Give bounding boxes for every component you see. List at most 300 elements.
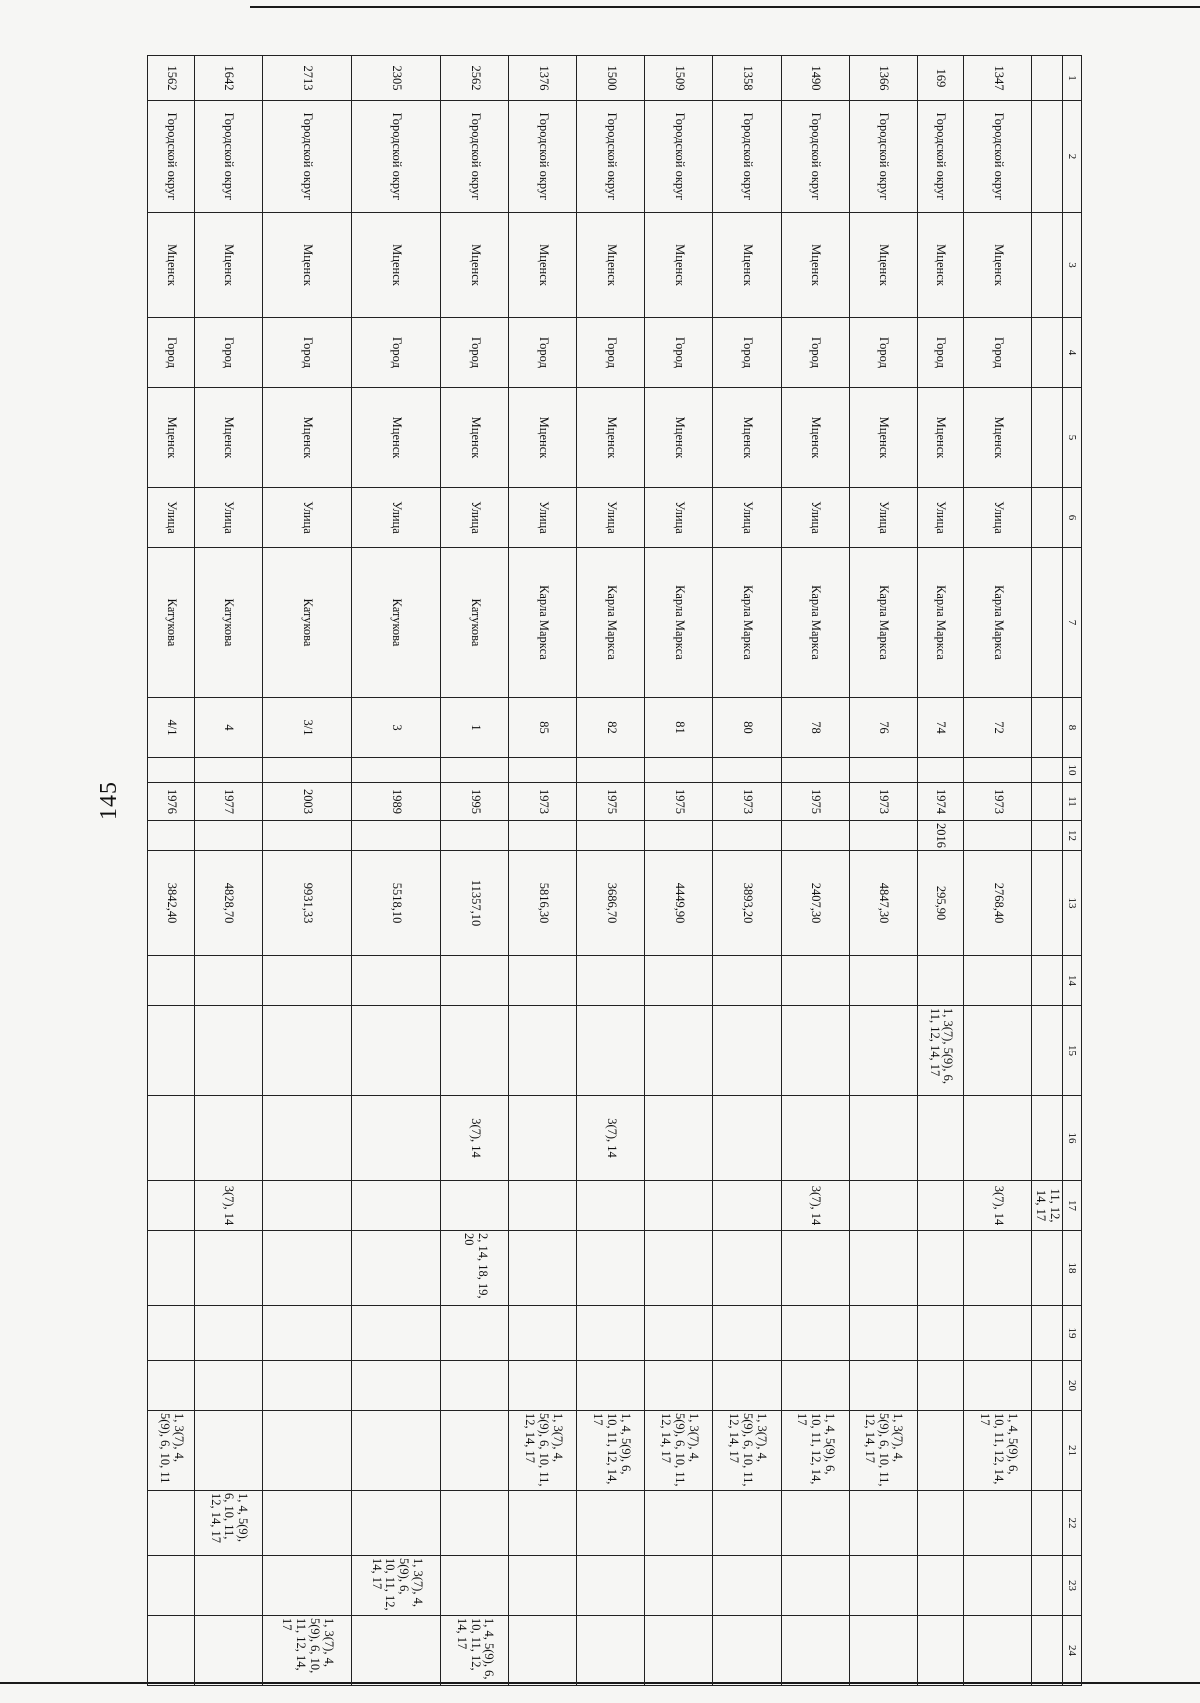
cell-c17: [148, 1181, 195, 1231]
cell-c10: [577, 758, 645, 783]
cell-c21: 1, 3(7), 4, 5(9), 6, 10, 11, 12, 14, 17: [713, 1411, 781, 1491]
cell-c16: [964, 1096, 1032, 1181]
cell-c14: [148, 956, 195, 1006]
cell-c3: Мценск: [509, 213, 577, 318]
cell-c23: [194, 1556, 262, 1616]
cell-c13: 11357,10: [441, 851, 509, 956]
cell-c2: Городской округ: [263, 101, 352, 213]
cell-c23: [645, 1556, 713, 1616]
cell-c21: 1, 4, 5(9), 6, 10, 11, 12, 14, 17: [964, 1411, 1032, 1491]
cell-c4: Город: [713, 318, 781, 388]
cell-c2: Городской округ: [509, 101, 577, 213]
cell-c4: Город: [781, 318, 849, 388]
table-row: [441, 56, 509, 1686]
cell-c8: 82: [577, 698, 645, 758]
cell-c3: Мценск: [917, 213, 964, 318]
cell-c19: [645, 1306, 713, 1361]
cell-c21: [194, 1411, 262, 1491]
cell-c13: 3842,40: [148, 851, 195, 956]
column-number-3: 3: [1063, 213, 1082, 318]
carryover-cell-c12: [1032, 821, 1063, 851]
cell-c4: Город: [441, 318, 509, 388]
cell-c12: [509, 821, 577, 851]
column-number-4: 4: [1063, 318, 1082, 388]
cell-c7: Карла Маркса: [781, 548, 849, 698]
cell-c3: Мценск: [577, 213, 645, 318]
cell-c14: [263, 956, 352, 1006]
carryover-cell-c5: [1032, 388, 1063, 488]
cell-c8: 72: [964, 698, 1032, 758]
carryover-cell-c24: [1032, 1616, 1063, 1686]
column-number-2: 2: [1063, 101, 1082, 213]
cell-c11: 1973: [509, 783, 577, 821]
cell-c19: [352, 1306, 441, 1361]
cell-c20: [509, 1361, 577, 1411]
cell-c3: Мценск: [194, 213, 262, 318]
table-row: [194, 56, 262, 1686]
cell-c11: 1975: [781, 783, 849, 821]
cell-c22: [917, 1491, 964, 1556]
cell-c23: [917, 1556, 964, 1616]
column-number-1: 1: [1063, 56, 1082, 101]
cell-c21: 1, 4, 5(9), 6, 10, 11, 12, 14, 17: [577, 1411, 645, 1491]
cell-c5: Мценск: [509, 388, 577, 488]
cell-c5: Мценск: [352, 388, 441, 488]
cell-c7: Карла Маркса: [713, 548, 781, 698]
cell-c15: [964, 1006, 1032, 1096]
cell-c17: 3(7), 14: [194, 1181, 262, 1231]
cell-c4: Город: [352, 318, 441, 388]
cell-c7: Карла Маркса: [509, 548, 577, 698]
column-number-19: 19: [1063, 1306, 1082, 1361]
cell-c8: 3: [352, 698, 441, 758]
column-number-7: 7: [1063, 548, 1082, 698]
cell-c21: [917, 1411, 964, 1491]
cell-c17: [577, 1181, 645, 1231]
cell-c11: 2003: [263, 783, 352, 821]
cell-c18: [849, 1231, 917, 1306]
cell-c11: 1974: [917, 783, 964, 821]
cell-c1: 1366: [849, 56, 917, 101]
cell-c24: [917, 1616, 964, 1686]
cell-c4: Город: [509, 318, 577, 388]
cell-c8: 85: [509, 698, 577, 758]
cell-c3: Мценск: [148, 213, 195, 318]
cell-c18: [645, 1231, 713, 1306]
carryover-cell-c7: [1032, 548, 1063, 698]
cell-c20: [194, 1361, 262, 1411]
column-number-12: 12: [1063, 821, 1082, 851]
cell-c15: [713, 1006, 781, 1096]
cell-c3: Мценск: [781, 213, 849, 318]
cell-c7: Карла Маркса: [645, 548, 713, 698]
cell-c12: [441, 821, 509, 851]
cell-c19: [509, 1306, 577, 1361]
cell-c21: 1, 3(7), 4, 5(9), 6, 10, 11, 12, 14, 17: [645, 1411, 713, 1491]
cell-c11: 1973: [964, 783, 1032, 821]
cell-c13: 3893,20: [713, 851, 781, 956]
cell-c1: 1358: [713, 56, 781, 101]
cell-c18: [917, 1231, 964, 1306]
cell-c6: Улица: [964, 488, 1032, 548]
cell-c22: 1, 4, 5(9), 6, 10, 11, 12, 14, 17: [194, 1491, 262, 1556]
cell-c6: Улица: [509, 488, 577, 548]
cell-c4: Город: [148, 318, 195, 388]
cell-c4: Город: [263, 318, 352, 388]
cell-c20: [577, 1361, 645, 1411]
carryover-cell-c14: [1032, 956, 1063, 1006]
table-row: [849, 56, 917, 1686]
cell-c17: 3(7), 14: [964, 1181, 1032, 1231]
cell-c10: [849, 758, 917, 783]
cell-c6: Улица: [645, 488, 713, 548]
cell-c4: Город: [917, 318, 964, 388]
cell-c23: [964, 1556, 1032, 1616]
column-number-21: 21: [1063, 1411, 1082, 1491]
cell-c22: [577, 1491, 645, 1556]
table-row: [713, 56, 781, 1686]
table-row: [263, 56, 352, 1686]
column-number-8: 8: [1063, 698, 1082, 758]
cell-c11: 1977: [194, 783, 262, 821]
cell-c2: Городской округ: [781, 101, 849, 213]
cell-c19: [194, 1306, 262, 1361]
cell-c11: 1995: [441, 783, 509, 821]
cell-c3: Мценск: [964, 213, 1032, 318]
cell-c3: Мценск: [352, 213, 441, 318]
cell-c3: Мценск: [645, 213, 713, 318]
cell-c1: 2713: [263, 56, 352, 101]
cell-c14: [441, 956, 509, 1006]
table-row: [645, 56, 713, 1686]
cell-c5: Мценск: [194, 388, 262, 488]
cell-c5: Мценск: [849, 388, 917, 488]
cell-c23: [713, 1556, 781, 1616]
cell-c10: [441, 758, 509, 783]
cell-c10: [263, 758, 352, 783]
column-number-20: 20: [1063, 1361, 1082, 1411]
cell-c20: [964, 1361, 1032, 1411]
cell-c24: [352, 1616, 441, 1686]
column-number-6: 6: [1063, 488, 1082, 548]
cell-c22: [441, 1491, 509, 1556]
column-number-row: [1063, 56, 1082, 1686]
cell-c8: 4: [194, 698, 262, 758]
scan-edge-top: [250, 6, 1200, 8]
cell-c2: Городской округ: [713, 101, 781, 213]
cell-c4: Город: [964, 318, 1032, 388]
cell-c13: 4449,90: [645, 851, 713, 956]
cell-c1: 2305: [352, 56, 441, 101]
carryover-cell-c23: [1032, 1556, 1063, 1616]
cell-c14: [917, 956, 964, 1006]
cell-c24: 1, 4, 5(9), 6, 10, 11, 12, 14, 17: [441, 1616, 509, 1686]
cell-c7: Катукова: [263, 548, 352, 698]
cell-c18: [148, 1231, 195, 1306]
cell-c22: [352, 1491, 441, 1556]
cell-c17: 3(7), 14: [781, 1181, 849, 1231]
register-table: [147, 55, 1082, 1686]
cell-c17: [352, 1181, 441, 1231]
carryover-cell-c2: [1032, 101, 1063, 213]
column-number-22: 22: [1063, 1491, 1082, 1556]
cell-c21: [441, 1411, 509, 1491]
cell-c16: [509, 1096, 577, 1181]
page-number: 145: [96, 781, 122, 820]
cell-c8: 80: [713, 698, 781, 758]
cell-c10: [509, 758, 577, 783]
table-row: [509, 56, 577, 1686]
cell-c12: [352, 821, 441, 851]
table-row: [917, 56, 964, 1686]
cell-c15: [577, 1006, 645, 1096]
cell-c12: [849, 821, 917, 851]
cell-c7: Карла Маркса: [917, 548, 964, 698]
cell-c19: [781, 1306, 849, 1361]
cell-c13: 3686,70: [577, 851, 645, 956]
cell-c2: Городской округ: [964, 101, 1032, 213]
cell-c15: 1, 3(7), 5(9), 6, 11, 12, 14, 17: [917, 1006, 964, 1096]
cell-c22: [713, 1491, 781, 1556]
column-number-18: 18: [1063, 1231, 1082, 1306]
carryover-cell-c11: [1032, 783, 1063, 821]
cell-c2: Городской округ: [849, 101, 917, 213]
cell-c1: 2562: [441, 56, 509, 101]
carryover-cell-c15: [1032, 1006, 1063, 1096]
cell-c16: [917, 1096, 964, 1181]
cell-c17: [263, 1181, 352, 1231]
column-number-5: 5: [1063, 388, 1082, 488]
cell-c6: Улица: [263, 488, 352, 548]
carryover-row: [1032, 56, 1063, 1686]
cell-c8: 74: [917, 698, 964, 758]
cell-c12: [964, 821, 1032, 851]
cell-c24: [964, 1616, 1032, 1686]
cell-c18: [194, 1231, 262, 1306]
cell-c1: 1642: [194, 56, 262, 101]
cell-c22: [148, 1491, 195, 1556]
cell-c20: [645, 1361, 713, 1411]
cell-c24: [713, 1616, 781, 1686]
cell-c23: [263, 1556, 352, 1616]
table-body: [148, 56, 1082, 1686]
cell-c20: [263, 1361, 352, 1411]
cell-c13: 295,90: [917, 851, 964, 956]
cell-c10: [781, 758, 849, 783]
cell-c7: Катукова: [352, 548, 441, 698]
cell-c7: Катукова: [194, 548, 262, 698]
cell-c23: [577, 1556, 645, 1616]
cell-c11: 1975: [645, 783, 713, 821]
cell-c4: Город: [849, 318, 917, 388]
cell-c4: Город: [577, 318, 645, 388]
cell-c19: [577, 1306, 645, 1361]
cell-c12: [781, 821, 849, 851]
cell-c3: Мценск: [441, 213, 509, 318]
cell-c21: [352, 1411, 441, 1491]
cell-c3: Мценск: [713, 213, 781, 318]
cell-c16: [713, 1096, 781, 1181]
cell-c17: [849, 1181, 917, 1231]
cell-c11: 1973: [713, 783, 781, 821]
cell-c23: [509, 1556, 577, 1616]
cell-c10: [917, 758, 964, 783]
cell-c23: [849, 1556, 917, 1616]
cell-c13: 2407,30: [781, 851, 849, 956]
cell-c13: 4847,30: [849, 851, 917, 956]
cell-c19: [849, 1306, 917, 1361]
cell-c4: Город: [194, 318, 262, 388]
cell-c16: [645, 1096, 713, 1181]
cell-c4: Город: [645, 318, 713, 388]
cell-c12: [713, 821, 781, 851]
cell-c12: [148, 821, 195, 851]
column-number-16: 16: [1063, 1096, 1082, 1181]
cell-c1: 1562: [148, 56, 195, 101]
cell-c24: 1, 3(7), 4, 5(9), 6, 10, 11, 12, 14, 17: [263, 1616, 352, 1686]
cell-c2: Городской округ: [645, 101, 713, 213]
cell-c22: [263, 1491, 352, 1556]
cell-c13: 5816,30: [509, 851, 577, 956]
cell-c14: [194, 956, 262, 1006]
cell-c17: [917, 1181, 964, 1231]
cell-c20: [781, 1361, 849, 1411]
cell-c12: [263, 821, 352, 851]
carryover-cell-c16: [1032, 1096, 1063, 1181]
cell-c5: Мценск: [148, 388, 195, 488]
cell-c5: Мценск: [441, 388, 509, 488]
cell-c23: [148, 1556, 195, 1616]
cell-c15: [352, 1006, 441, 1096]
cell-c14: [713, 956, 781, 1006]
cell-c11: 1975: [577, 783, 645, 821]
cell-c1: 1347: [964, 56, 1032, 101]
cell-c6: Улица: [352, 488, 441, 548]
cell-c15: [194, 1006, 262, 1096]
cell-c16: [194, 1096, 262, 1181]
cell-c7: Катукова: [148, 548, 195, 698]
cell-c6: Улица: [194, 488, 262, 548]
cell-c18: [577, 1231, 645, 1306]
cell-c5: Мценск: [263, 388, 352, 488]
column-number-15: 15: [1063, 1006, 1082, 1096]
cell-c18: [263, 1231, 352, 1306]
cell-c17: [713, 1181, 781, 1231]
cell-c5: Мценск: [781, 388, 849, 488]
cell-c6: Улица: [148, 488, 195, 548]
table-row: [148, 56, 195, 1686]
cell-c15: [781, 1006, 849, 1096]
table-row: [352, 56, 441, 1686]
cell-c20: [849, 1361, 917, 1411]
cell-c10: [645, 758, 713, 783]
cell-c6: Улица: [713, 488, 781, 548]
cell-c24: [194, 1616, 262, 1686]
cell-c10: [713, 758, 781, 783]
cell-c10: [194, 758, 262, 783]
cell-c2: Городской округ: [441, 101, 509, 213]
cell-c1: 1490: [781, 56, 849, 101]
cell-c19: [964, 1306, 1032, 1361]
cell-c5: Мценск: [964, 388, 1032, 488]
cell-c6: Улица: [577, 488, 645, 548]
cell-c18: [713, 1231, 781, 1306]
cell-c22: [509, 1491, 577, 1556]
cell-c5: Мценск: [645, 388, 713, 488]
column-number-11: 11: [1063, 783, 1082, 821]
cell-c7: Карла Маркса: [577, 548, 645, 698]
cell-c20: [441, 1361, 509, 1411]
cell-c24: [781, 1616, 849, 1686]
cell-c10: [148, 758, 195, 783]
cell-c18: [509, 1231, 577, 1306]
cell-c6: Улица: [441, 488, 509, 548]
cell-c3: Мценск: [263, 213, 352, 318]
cell-c23: [441, 1556, 509, 1616]
cell-c20: [713, 1361, 781, 1411]
cell-c19: [917, 1306, 964, 1361]
carryover-cell-c8: [1032, 698, 1063, 758]
cell-c14: [509, 956, 577, 1006]
carryover-cell-c20: [1032, 1361, 1063, 1411]
cell-c18: [352, 1231, 441, 1306]
cell-c2: Городской округ: [352, 101, 441, 213]
carryover-cell-c4: [1032, 318, 1063, 388]
cell-c21: 1, 4, 5(9), 6, 10, 11, 12, 14, 17: [781, 1411, 849, 1491]
carryover-cell-c18: [1032, 1231, 1063, 1306]
cell-c8: 1: [441, 698, 509, 758]
cell-c18: [964, 1231, 1032, 1306]
cell-c5: Мценск: [713, 388, 781, 488]
cell-c16: [781, 1096, 849, 1181]
cell-c16: 3(7), 14: [441, 1096, 509, 1181]
cell-c22: [849, 1491, 917, 1556]
cell-c11: 1989: [352, 783, 441, 821]
cell-c1: 169: [917, 56, 964, 101]
cell-c8: 4/1: [148, 698, 195, 758]
cell-c24: [509, 1616, 577, 1686]
cell-c17: [441, 1181, 509, 1231]
cell-c10: [964, 758, 1032, 783]
cell-c19: [441, 1306, 509, 1361]
carryover-cell-c13: [1032, 851, 1063, 956]
cell-c10: [352, 758, 441, 783]
cell-c22: [964, 1491, 1032, 1556]
cell-c15: [263, 1006, 352, 1096]
table-row: [577, 56, 645, 1686]
cell-c23: 1, 3(7), 4, 5(9), 6, 10, 11, 12, 14, 17: [352, 1556, 441, 1616]
cell-c1: 1509: [645, 56, 713, 101]
cell-c21: 1, 3(7), 4, 5(9), 6, 10, 11, 12, 14, 17: [849, 1411, 917, 1491]
cell-c17: [645, 1181, 713, 1231]
cell-c15: [148, 1006, 195, 1096]
cell-c20: [148, 1361, 195, 1411]
cell-c14: [645, 956, 713, 1006]
cell-c19: [263, 1306, 352, 1361]
column-number-14: 14: [1063, 956, 1082, 1006]
cell-c8: 81: [645, 698, 713, 758]
cell-c7: Карла Маркса: [849, 548, 917, 698]
cell-c15: [441, 1006, 509, 1096]
cell-c23: [781, 1556, 849, 1616]
cell-c24: [148, 1616, 195, 1686]
cell-c20: [917, 1361, 964, 1411]
column-number-13: 13: [1063, 851, 1082, 956]
cell-c16: 3(7), 14: [577, 1096, 645, 1181]
cell-c14: [964, 956, 1032, 1006]
table-row: [964, 56, 1032, 1686]
carryover-cell-c17: 11, 12, 14, 17: [1032, 1181, 1063, 1231]
